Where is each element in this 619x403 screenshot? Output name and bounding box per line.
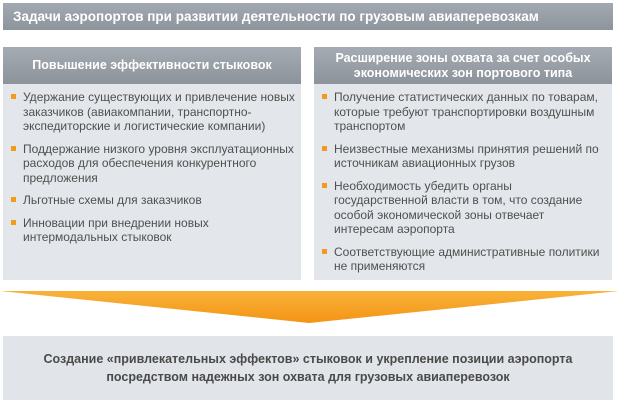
bullet-square-icon [11,94,16,99]
list-item [334,245,606,274]
result-text: Создание «привлекательных эффектов» стыковок и укрепление позиции аэропорта посредством надежных зон охвата для грузовых авиаперевозок [43,352,573,384]
arrow-shape [0,291,619,323]
list-item-text: Необходимость убедить органы государственной власти в том, что создание особой экономической зоны отвечает интересам аэропорта [334,178,583,236]
bullet-square-icon [322,249,327,254]
bullet-square-icon [11,146,16,151]
result-box [3,336,613,400]
list-item [334,90,606,134]
bullet-square-icon [322,94,327,99]
list-item-text: Неизвестные механизмы принятия решений по источникам авиационных грузов [334,141,599,170]
page-title: Задачи аэропортов при развитии деятельности по грузовым авиаперевозкам [3,3,613,30]
left-panel-list [3,84,301,245]
bullet-square-icon [11,220,16,225]
left-panel [3,47,301,280]
bullet-square-icon [322,183,327,188]
list-item-text: Удержание существующих и привлечение новых заказчиков (авиакомпании, транспортно-экспедиторские и логистические компании) [23,90,295,133]
bullet-square-icon [322,146,327,151]
down-arrow-icon [0,291,619,323]
left-panel-header [3,47,301,84]
list-item [23,216,295,245]
right-panel-header-line1: Расширение зоны охвата за счет особых [335,50,591,65]
list-item-text: Поддержание низкого уровня эксплуатационных расходов для обеспечения конкурентного предложения [23,141,294,185]
list-item [23,142,295,186]
list-item [23,193,295,208]
left-panel-header-text: Повышение эффективности стыковок [32,58,272,72]
list-item-text: Льготные схемы для заказчиков [23,193,202,207]
list-item-text: Инновации при внедрении новых интермодальных стыковок [23,215,209,244]
bullet-square-icon [11,197,16,202]
list-item-text: Соответствующие административные политики не применяются [334,244,600,273]
right-panel-header-line2: экономических зон портового типа [353,65,573,80]
list-item [23,90,295,134]
list-item [334,142,606,171]
list-item-text: Получение статистических данных по товарам, которые требуют транспортировки воздушным транспортом [334,90,598,133]
right-panel-list [314,84,612,274]
right-panel [314,47,612,280]
right-panel-header [314,47,612,84]
list-item [334,179,606,237]
